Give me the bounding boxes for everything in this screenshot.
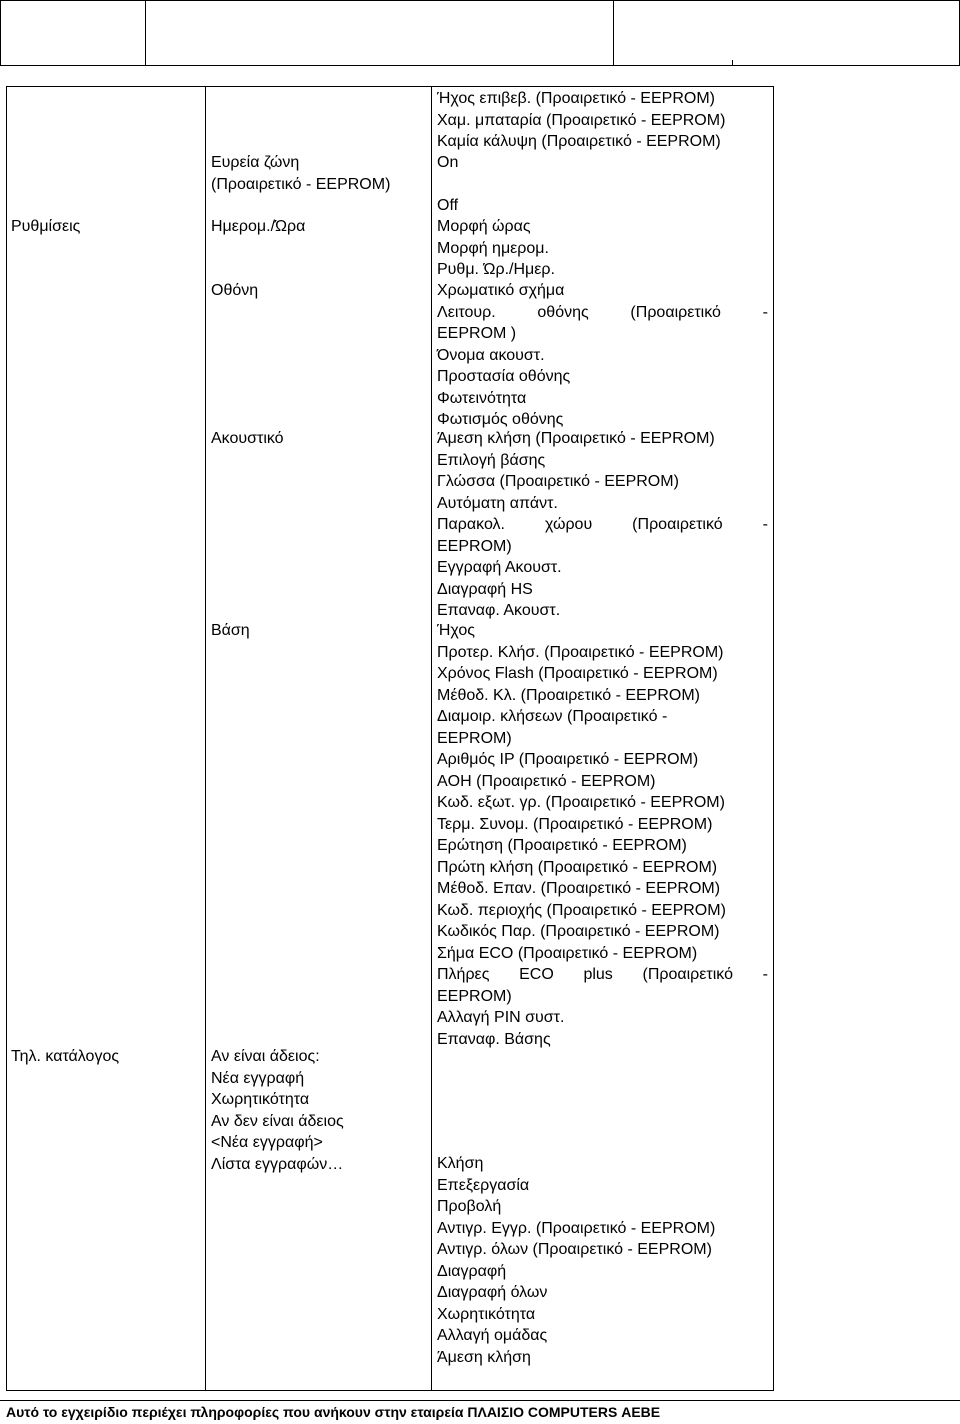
option-item: Πλήρες ECO plus (Προαιρετικό - [437, 966, 768, 983]
option-item: Αλλαγή ομάδας [437, 1327, 548, 1344]
submenu-line: Βάση [211, 622, 250, 639]
table-bottom-border [6, 1390, 774, 1391]
options-group [437, 216, 768, 281]
option-item: Αντιγρ. όλων (Προαιρετικό - EEPROM) [437, 1241, 712, 1258]
submenu-line: Λίστα εγγραφών… [211, 1155, 344, 1173]
option-item: Μορφή ώρας [437, 218, 531, 235]
option-item: Κωδ. περιοχής (Προαιρετικό - EEPROM) [437, 901, 726, 919]
option-item: Επεξεργασία [437, 1176, 530, 1194]
option-item: Ερώτηση (Προαιρετικό - EEPROM) [437, 837, 687, 854]
option-item: Αριθμός IP (Προαιρετικό - EEPROM) [437, 751, 699, 768]
header-box [0, 0, 960, 66]
option-item: Πρώτη κλήση (Προαιρετικό - EEPROM) [437, 858, 718, 876]
submenu-line: Οθόνη [211, 282, 259, 299]
option-item: Διαμοιρ. κλήσεων (Προαιρετικό - [437, 708, 668, 725]
option-item: Άμεση κλήση [437, 1348, 531, 1366]
submenu-label [211, 620, 426, 642]
option-item: Αυτόματη απάντ. [437, 494, 558, 512]
options-group [437, 428, 768, 622]
option-item: Παρακολ. χώρου (Προαιρετικό - [437, 516, 768, 533]
header-divider [732, 60, 733, 66]
category-label: Τηλ. κατάλογος [11, 1048, 120, 1065]
option-item: Κωδ. εξωτ. γρ. (Προαιρετικό - EEPROM) [437, 794, 725, 811]
option-item: Ήχος επιβεβ. (Προαιρετικό - EEPROM) [437, 90, 715, 107]
submenu-line: Αν δεν είναι άδειος [211, 1112, 344, 1130]
submenu-label [211, 1046, 426, 1175]
submenu-line: (Προαιρετικό - EEPROM) [211, 175, 391, 193]
submenu-line: Ευρεία ζώνη [211, 154, 300, 171]
option-item: EEPROM) [437, 729, 512, 747]
submenu-line: Νέα εγγραφή [211, 1069, 305, 1087]
table-top-border [6, 86, 774, 87]
option-item: Προβολή [437, 1198, 502, 1215]
option-item: Προτερ. Κλήσ. (Προαιρετικό - EEPROM) [437, 643, 724, 661]
options-group [437, 620, 768, 1050]
option-item: Διαγραφή HS [437, 580, 533, 598]
option-item: Μέθοδ. Κλ. (Προαιρετικό - EEPROM) [437, 686, 701, 704]
option-item: Όνομα ακουστ. [437, 346, 545, 364]
option-item: Χρωματικό σχήμα [437, 282, 565, 299]
options-group [437, 152, 768, 217]
option-item: Γλώσσα (Προαιρετικό - EEPROM) [437, 473, 679, 490]
submenu-line: Αν είναι άδειος: [211, 1048, 320, 1065]
submenu-line: <Νέα εγγραφή> [211, 1134, 323, 1151]
option-item: Επαναφ. Βάσης [437, 1030, 551, 1048]
option-item: Ήχος [437, 622, 475, 639]
option-item: Εγγραφή Ακουστ. [437, 559, 562, 576]
header-divider [613, 0, 614, 66]
option-item: On [437, 154, 459, 171]
option-item: Μέθοδ. Επαν. (Προαιρετικό - EEPROM) [437, 880, 721, 897]
submenu-line: Χωρητικότητα [211, 1091, 310, 1108]
option-item: Σήμα ECO (Προαιρετικό - EEPROM) [437, 944, 698, 962]
option-item: Λειτουρ. οθόνης (Προαιρετικό - [437, 303, 768, 321]
option-item: Χαμ. μπαταρία (Προαιρετικό - EEPROM) [437, 111, 726, 129]
options-group [437, 280, 768, 431]
footer-text: Αυτό το εγχειρίδιο περιέχει πληροφορίες που ανήκουν στην εταιρεία ΠΛΑΙΣΙΟ COMPUTERS ΑΕΒΕ [6, 1404, 661, 1420]
submenu-label [211, 428, 426, 450]
option-item: Κλήση [437, 1155, 484, 1172]
submenu-label [211, 152, 426, 195]
submenu-line: Ημερομ./Ώρα [211, 218, 306, 235]
option-item: AOH (Προαιρετικό - EEPROM) [437, 772, 656, 790]
category-label: Ρυθμίσεις [11, 218, 81, 235]
footer-rule [0, 1400, 960, 1401]
option-item: Off [437, 197, 459, 214]
option-item: Προστασία οθόνης [437, 368, 571, 385]
table-col-divider [431, 86, 432, 1391]
option-item: EEPROM ) [437, 325, 517, 342]
option-item: EEPROM) [437, 987, 512, 1005]
submenu-line: Ακουστικό [211, 430, 284, 447]
table-right-border [773, 86, 774, 1391]
option-item: Επιλογή βάσης [437, 451, 546, 469]
option-item: Διαγραφή όλων [437, 1284, 548, 1301]
header-divider [145, 0, 146, 66]
option-item: Φωτεινότητα [437, 389, 527, 407]
submenu-label [211, 280, 426, 302]
option-item: Φωτισμός οθόνης [437, 411, 564, 428]
option-item: Κωδικός Παρ. (Προαιρετικό - EEPROM) [437, 923, 720, 940]
option-item: Χρόνος Flash (Προαιρετικό - EEPROM) [437, 665, 718, 682]
option-item: Μορφή ημερομ. [437, 239, 549, 257]
option-item: Χωρητικότητα [437, 1305, 536, 1323]
option-item: Ρυθμ. Ώρ./Ημερ. [437, 261, 555, 278]
submenu-label [211, 216, 426, 238]
option-item: Διαγραφή [437, 1262, 507, 1280]
option-item: EEPROM) [437, 537, 512, 555]
table-col-divider [205, 86, 206, 1391]
option-item: Αλλαγή PIN συστ. [437, 1009, 565, 1026]
option-item: Άμεση κλήση (Προαιρετικό - EEPROM) [437, 430, 715, 447]
table-left-border [6, 86, 7, 1391]
option-item: Καμία κάλυψη (Προαιρετικό - EEPROM) [437, 133, 721, 150]
options-group [437, 1153, 768, 1368]
option-item: Αντιγρ. Εγγρ. (Προαιρετικό - EEPROM) [437, 1219, 716, 1237]
options-group [437, 88, 768, 153]
option-item [437, 174, 768, 196]
option-item: Τερμ. Συνομ. (Προαιρετικό - EEPROM) [437, 815, 713, 833]
option-item: Επαναφ. Ακουστ. [437, 602, 561, 619]
